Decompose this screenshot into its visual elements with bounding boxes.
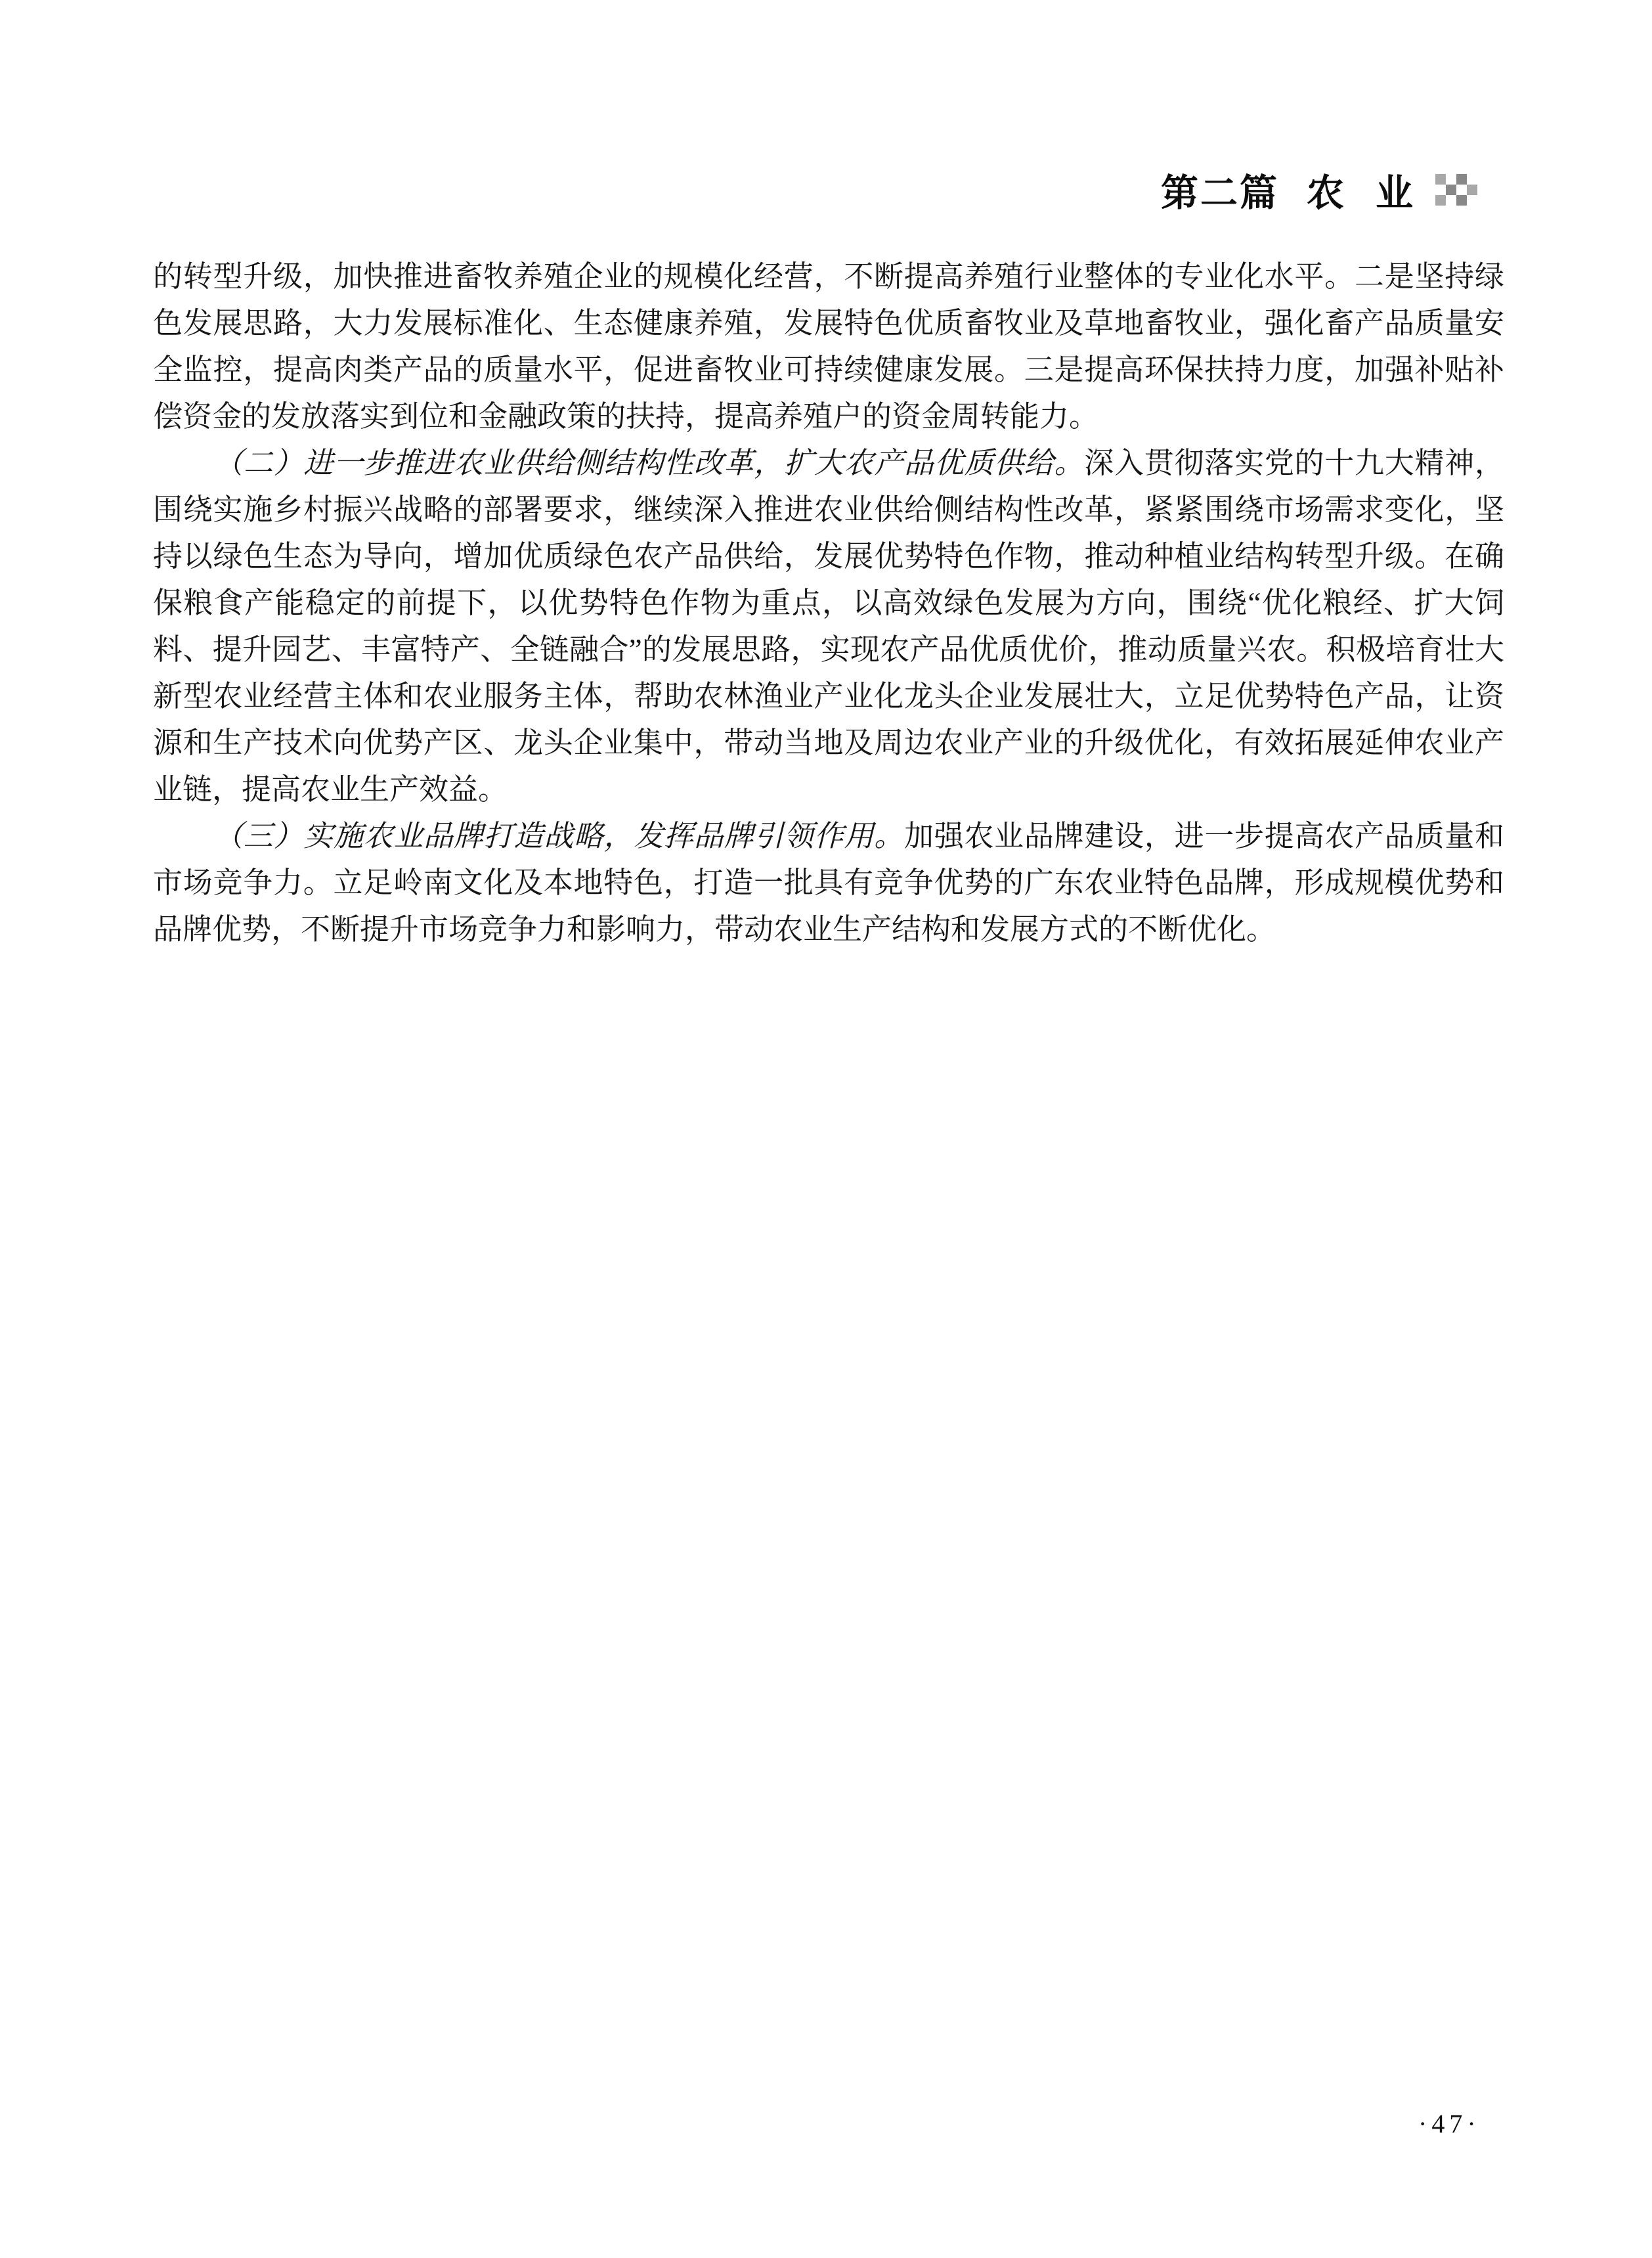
volume-label: 第二篇: [1161, 172, 1279, 214]
paragraph: [153, 813, 1504, 953]
running-header: [1161, 163, 1477, 217]
paragraph-lead: （三）实施农业品牌打造战略，发挥品牌引领作用。: [213, 820, 904, 852]
page-number: ·47·: [1418, 2109, 1481, 2138]
checker-square: [1435, 195, 1446, 206]
paragraph-text: 加强农业品牌建设，进一步提高农产品质量和市场竞争力。立足岭南文化及本地特色，打造一批具有竞争优势的广东农业特色品牌，形成规模优势和品牌优势，不断提升市场竞争力和影响力，带动农业生产结构和发展方式的不断优化。: [153, 820, 1504, 946]
checker-square: [1446, 185, 1456, 195]
body-text-block: [153, 254, 1504, 953]
checker-square: [1456, 195, 1467, 206]
paragraph-lead: （二）进一步推进农业供给侧结构性改革，扩大农产品优质供给。: [213, 447, 1085, 479]
section-title-char: 农: [1307, 172, 1344, 214]
checkerboard-icon: [1435, 174, 1477, 206]
checker-square: [1435, 174, 1446, 185]
checker-square: [1467, 185, 1477, 195]
section-title-char: 业: [1376, 172, 1413, 214]
paragraph-text: 的转型升级，加快推进畜牧养殖企业的规模化经营，不断提高养殖行业整体的专业化水平。二是坚持绿色发展思路，大力发展标准化、生态健康养殖，发展特色优质畜牧业及草地畜牧业，强化畜产品质量安全监控，提高肉类产品的质量水平，促进畜牧业可持续健康发展。三是提高环保扶持力度，加强补贴补偿资金的发放落实到位和金融政策的扶持，提高养殖户的资金周转能力。: [153, 260, 1504, 433]
paragraph: [153, 254, 1504, 440]
paragraph: [153, 440, 1504, 813]
checker-square: [1456, 174, 1467, 185]
paragraph-text: 深入贯彻落实党的十九大精神，围绕实施乡村振兴战略的部署要求，继续深入推进农业供给侧结构性改革，紧紧围绕市场需求变化，坚持以绿色生态为导向，增加优质绿色农产品供给，发展优势特色作物，推动种植业结构转型升级。在确保粮食产能稳定的前提下，以优势特色作物为重点，以高效绿色发展为方向，围绕“优化粮经、扩大饲料、提升园艺、丰富特产、全链融合”的发展思路，实现农产品优质优价，推动质量兴农。积极培育壮大新型农业经营主体和农业服务主体，帮助农林渔业产业化龙头企业发展壮大，立足优势特色产品，让资源和生产技术向优势产区、龙头企业集中，带动当地及周边农业产业的升级优化，有效拓展延伸农业产业链，提高农业生产效益。: [153, 447, 1504, 806]
